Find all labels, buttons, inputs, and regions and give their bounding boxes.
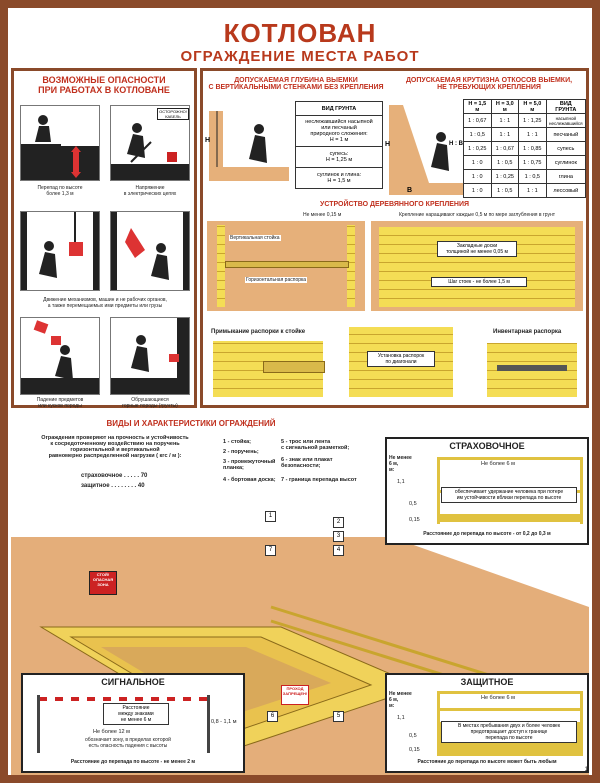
hazard-machinery-2: [110, 211, 190, 291]
callout-1: 1: [265, 511, 276, 522]
slope-cell: 1 : 0,5: [519, 170, 547, 184]
timber-stand-label: Вертикальная стойка: [230, 235, 280, 241]
protective-fence-box: [385, 673, 589, 773]
slope-soil: глина: [546, 170, 585, 184]
slope-cell: 1 : 1: [519, 184, 547, 198]
signal-fence-title: СИГНАЛЬНОЕ: [101, 677, 165, 687]
safety-h2: 0,5: [409, 501, 417, 507]
legend-6: 6 - знак или плакат безопасности;: [281, 457, 333, 469]
protective-width: Не более 6 м: [481, 695, 515, 701]
slope-soil: супесь: [546, 142, 585, 156]
worker-edge-icon: [21, 106, 99, 180]
slope-soil: суглинок: [546, 156, 585, 170]
legend-2: 2 - поручень;: [223, 449, 259, 455]
vertical-col-head: ВИД ГРУНТА: [296, 102, 383, 116]
timbering-section-left: [207, 221, 365, 311]
protective-h2: 0,5: [409, 733, 417, 739]
safety-bottom: Расстояние до перепада по высоте - от 0,2 до 0,3 м: [423, 531, 551, 537]
vertical-row-1: неслежавшийся насыпной или песчаный природного сложения: Н = 1 м: [296, 116, 383, 147]
fences-load-2: защитное . . . . . . . . 40: [81, 483, 145, 489]
slope-cell: 1 : 1,25: [519, 114, 547, 128]
slope-soil: лессовый: [546, 184, 585, 198]
legend-7: 7 - граница перепада высот: [281, 477, 357, 483]
vertical-row-2: супесь: Н = 1,25 м: [296, 147, 383, 168]
page-title: КОТЛОВАН: [223, 18, 377, 48]
collapsing-soil-icon: [111, 318, 189, 394]
signal-height: 0,8 - 1,1 м: [211, 719, 237, 725]
hazard-machinery-1: [20, 211, 100, 291]
slope-soil: песчаный: [546, 128, 585, 142]
safety-h3: 0,15: [409, 517, 420, 523]
timbering-front: [371, 221, 583, 311]
page-number: 1: [584, 767, 588, 773]
safety-desc: обеспечивает удержание человека при потере им устойчивости вблизи перепада по высоте: [441, 487, 577, 503]
signal-fence-box: [21, 673, 245, 773]
detail-1-strut: [263, 361, 325, 373]
detail-3-strut: [497, 365, 567, 371]
legend-1: 1 - стойка;: [223, 439, 252, 445]
slope-diagram: [389, 99, 463, 195]
timbering-note-step: Крепление наращивают каждые 0,5 м по мере заглубления в грунт: [399, 212, 556, 218]
protective-not-less: Не менее 6 м, м:: [389, 691, 412, 709]
slope-head-4: ВИД ГРУНТА: [546, 100, 585, 114]
detail-3-image: [487, 343, 577, 397]
slope-h-label: Н: [385, 141, 391, 148]
crane-load-icon: [21, 212, 99, 290]
callout-2: 2: [333, 517, 344, 528]
legend-3: 3 - промежуточный планка;: [223, 459, 276, 471]
slope-hb-label: Н : В: [449, 141, 463, 147]
slope-cell: 1 : 0,25: [464, 142, 492, 156]
fences-area: [11, 411, 589, 775]
slope-cell: 1 : 0: [464, 170, 492, 184]
safety-fence-box: [385, 437, 589, 545]
signal-tape: [39, 697, 209, 701]
safety-not-less: Не менее 6 м, м:: [389, 455, 412, 473]
fences-title: ВИДЫ И ХАРАКТЕРИСТИКИ ОГРАЖДЕНИЙ: [106, 419, 276, 428]
slope-soil: насыпной неслежавшийся: [546, 114, 585, 128]
vertical-h-label: Н: [205, 137, 211, 144]
slope-cell: 1 : 0,5: [491, 184, 519, 198]
danger-sign-stop: СТОЙ! ОПАСНАЯ ЗОНА: [89, 571, 117, 595]
signal-dist: Расстояние между знаками не менее 6 м: [103, 703, 169, 725]
safety-fence-title: СТРАХОВОЧНОЕ: [449, 441, 525, 451]
protective-desc: В местах пребывания двух и более человек предотвращает доступ к границе перепада по высоте: [441, 721, 577, 743]
vertical-row-3: суглинок и глина: Н = 1,5 м: [296, 168, 383, 189]
protective-fence-title: ЗАЩИТНОЕ: [460, 677, 514, 687]
excavation-rules-panel: [200, 68, 589, 408]
signal-post-right: [207, 695, 210, 753]
protective-h1: 1,1: [397, 715, 405, 721]
callout-6: 6: [267, 711, 278, 722]
hazard-caption-5: Обрушающиеся горные породы (грунты): [122, 397, 178, 409]
fences-load-1: страховочное . . . . . 70: [81, 473, 148, 479]
timber-step-label: Шаг стоек - не более 1,5 м: [431, 277, 527, 287]
slope-cell: 1 : 0,25: [491, 170, 519, 184]
hazard-electric: [110, 105, 190, 181]
slope-head-2: Н = 3,0 м: [491, 100, 519, 114]
signal-post-left: [37, 695, 40, 753]
slope-b-label: В: [407, 187, 413, 194]
timber-boards: [379, 227, 575, 307]
slope-cell: 1 : 0,67: [491, 142, 519, 156]
detail-2-label: Установка распорок по диагонали: [367, 351, 435, 367]
safety-h1: 1,1: [397, 479, 405, 485]
fences-intro: Ограждения проверяют на прочность и устойчивость к сосредоточенному воздействию на поручень горизонтальной и вертикальной равномерно распределенной нагрузки ( кгс / м ):: [41, 435, 189, 459]
legend-4: 4 - бортовая доска;: [223, 477, 276, 483]
hazards-title: ВОЗМОЖНЫЕ ОПАСНОСТИ ПРИ РАБОТАХ В КОТЛОВАНЕ: [38, 75, 170, 95]
slope-cell: 1 : 0: [464, 156, 492, 170]
protective-bottom: Расстояние до перепада по высоте может быть любым: [417, 759, 557, 765]
protective-mid-rail: [440, 708, 580, 711]
callout-7: 7: [265, 545, 276, 556]
slope-cell: 1 : 0,5: [464, 128, 492, 142]
danger-sign-no-pass: ПРОХОД ЗАПРЕЩЕН!: [281, 685, 309, 705]
detail-1-image: [213, 341, 323, 397]
callout-5: 5: [333, 711, 344, 722]
slope-cell: 1 : 0,67: [464, 114, 492, 128]
vertical-wall-diagram: [209, 101, 289, 181]
safety-toe-board: [440, 514, 580, 522]
signal-width: Не более 12 м: [93, 729, 130, 735]
detail-1-title: Примыкание распорки к стойке: [211, 329, 306, 335]
slope-cell: 1 : 1: [519, 128, 547, 142]
hazard-caption-1: Перепад по высоте более 1,3 м: [37, 185, 83, 197]
hazard-caption-2: Напряжение в электрических цепях: [123, 185, 177, 197]
slope-table: [463, 99, 586, 198]
page-subtitle: ОГРАЖДЕНИЕ МЕСТА РАБОТ: [180, 48, 420, 65]
slope-cell: 1 : 0,75: [519, 156, 547, 170]
timber-boards-label: Закладные доски толщиной не менее 0,05 м: [437, 241, 517, 257]
safety-width: Не более 6 м: [481, 461, 515, 467]
hazard-collapse: [110, 317, 190, 395]
slope-cell: 1 : 0,85: [519, 142, 547, 156]
timber-strut: [225, 261, 349, 268]
protective-h3: 0,15: [409, 747, 420, 753]
hazard-falling-objects: [20, 317, 100, 395]
timber-strut-label: Горизонтальная распорка: [246, 277, 307, 283]
poster-inner: [8, 8, 592, 775]
callout-3: 3: [333, 531, 344, 542]
vertical-walls-title: ДОПУСКАЕМАЯ ГЛУБИНА ВЫЕМКИ С ВЕРТИКАЛЬНЫМИ СТЕНКАМИ БЕЗ КРЕПЛЕНИЯ: [208, 77, 384, 91]
cable-warning-sign: ОСТОРОЖНО! КАБЕЛЬ: [157, 108, 189, 120]
slope-cell: 1 : 0,5: [491, 156, 519, 170]
signal-bottom: Расстояние до перепада по высоте - не менее 2 м: [70, 759, 196, 765]
timbering-note-top: Не менее 0,15 м: [303, 212, 342, 218]
slope-cell: 1 : 0: [464, 184, 492, 198]
timbering-title: УСТРОЙСТВО ДЕРЕВЯННОГО КРЕПЛЕНИЯ: [319, 201, 470, 208]
detail-2-image: [349, 327, 453, 397]
signal-desc: обозначает зону, в пределах которой есть опасность падения с высоты: [85, 737, 171, 749]
hazard-caption-4: Падение предметов или кусков породы: [36, 397, 84, 409]
slope-cell: 1 : 1: [491, 128, 519, 142]
hazard-caption-3: Движение механизмов, машин и не рабочих органов, а также перемещаемых ими предметы или грузы: [43, 297, 167, 309]
slope-head-3: Н = 5,0 м: [519, 100, 547, 114]
vertical-depth-table: [295, 101, 383, 189]
excavator-bucket-icon: [111, 212, 189, 290]
slope-head-1: Н = 1,5 м: [464, 100, 492, 114]
callout-4: 4: [333, 545, 344, 556]
detail-3-title: Инвентарная распорка: [493, 329, 562, 335]
slope-title: ДОПУСКАЕМАЯ КРУТИЗНА ОТКОСОВ ВЫЕМКИ, НЕ ТРЕБУЮЩИХ КРЕПЛЕНИЯ: [405, 77, 573, 91]
legend-5: 5 - трос или лента с сигнальной разметкой;: [281, 439, 350, 451]
hazard-height-drop: [20, 105, 100, 181]
falling-rock-icon: [21, 318, 99, 394]
hazards-panel: [11, 68, 197, 408]
slope-cell: 1 : 1: [491, 114, 519, 128]
timber-wall-left: [217, 225, 225, 307]
